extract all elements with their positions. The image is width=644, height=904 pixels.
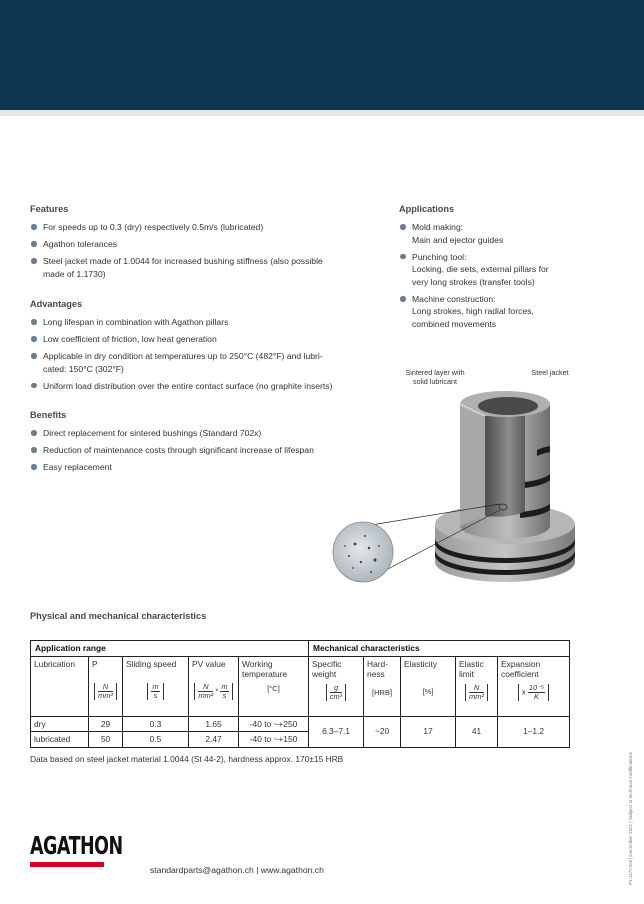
header-rule <box>0 110 644 116</box>
list-item: Reduction of maintenance costs through significant increase of lifespan <box>30 444 385 457</box>
unit-expansion: x $\frac{\text{10⁻⁵}}{K}$ <box>501 684 566 701</box>
properties-title: Physical and mechanical characteristics <box>30 611 207 621</box>
header-sliding-speed: Sliding speed $\frac{m}{s}$ <box>123 656 189 716</box>
cell-lubrication: dry <box>31 716 89 732</box>
cutaway-wall <box>460 404 485 526</box>
header-hardness: Hard- ness [HRB] <box>364 656 401 716</box>
cell-hardness: ~20 <box>364 716 401 747</box>
header-expansion-coefficient: Expansion coefficient x $\frac{\text{10⁻⁵}}{K}$ <box>498 656 570 716</box>
header-specific-weight: Specific weight $\frac{g}{\text{cm³}}$ <box>309 656 364 716</box>
cell-p: 29 <box>89 716 123 732</box>
document-reference: P1.1172-EN | December 2021 | Subject to technical modifications <box>628 752 633 885</box>
cell-expansion: 1–1.2 <box>498 716 570 747</box>
advantages-title: Advantages <box>30 299 83 309</box>
applications-title: Applications <box>399 204 455 214</box>
callout-steel-jacket: Steel jacket <box>531 368 569 377</box>
list-item: Uniform load distribution over the entire contact surface (no graphite inserts) <box>30 380 385 393</box>
bore-top <box>478 397 538 415</box>
applications-list <box>399 221 599 335</box>
bullet-icon <box>400 296 406 302</box>
contact-line: standardparts@agathon.ch | www.agathon.ch <box>150 865 324 875</box>
features-title: Features <box>30 204 69 214</box>
unit-n-mm2: $\frac{N}{\text{mm²}}$ <box>92 683 119 700</box>
bullet-icon <box>31 241 37 247</box>
unit-m-s: $\frac{m}{s}$ <box>126 683 185 700</box>
unit-celsius: [°C] <box>267 683 280 693</box>
list-item: Punching tool: Locking, die sets, external pillars for very long strokes (transfer tools) <box>399 251 599 289</box>
bullet-icon <box>31 383 37 389</box>
header-p: P $\frac{N}{\text{mm²}}$ <box>89 656 123 716</box>
header-lubrication: Lubrication <box>31 656 89 716</box>
material-note: Data based on steel jacket material 1.0044 (St 44-2), hardness approx. 170±15 HRB <box>30 754 344 764</box>
bore <box>485 414 525 517</box>
cell-elastic-limit: 41 <box>456 716 498 747</box>
list-item: Applicable in dry condition at temperatures up to 250°C (482°F) and lubri- cated: 150°C (302°F) <box>30 350 385 375</box>
logo-wordmark: AGATHON <box>30 833 123 861</box>
table-header-row <box>31 656 570 716</box>
bullet-icon <box>31 319 37 325</box>
callout-sintered-layer: Sintered layer with solid lubricant <box>405 368 465 386</box>
header-working-temperature: Working temperature [°C] <box>239 656 309 716</box>
cell-lubrication: lubricated <box>31 732 89 748</box>
list-item: Steel jacket made of 1.0044 for increased bushing stiffness (also possible made of 1.1730) <box>30 255 385 280</box>
bullet-icon <box>400 254 406 260</box>
characteristics-table <box>30 640 570 748</box>
cell-pv: 2.47 <box>189 732 239 748</box>
cell-speed: 0.5 <box>123 732 189 748</box>
header-band <box>0 0 644 110</box>
list-item: Mold making: Main and ejector guides <box>399 221 599 246</box>
list-item: Long lifespan in combination with Agathon pillars <box>30 316 385 329</box>
header-elastic-limit: Elastic limit $\frac{N}{\text{mm²}}$ <box>456 656 498 716</box>
bullet-icon <box>31 258 37 264</box>
table-group-row <box>31 641 570 657</box>
features-list <box>30 221 385 285</box>
cell-elasticity: 17 <box>401 716 456 747</box>
bullet-icon <box>31 336 37 342</box>
unit-n-mm2: $\frac{N}{\text{mm²}}$ <box>459 684 494 701</box>
cell-pv: 1.65 <box>189 716 239 732</box>
logo-red-bar <box>30 862 104 867</box>
bullet-icon <box>31 224 37 230</box>
list-item: Agathon tolerances <box>30 238 385 251</box>
list-item: Low coefficient of friction, low heat generation <box>30 333 385 346</box>
unit-g-cm3: $\frac{g}{\text{cm³}}$ <box>312 684 360 701</box>
cell-weight: 6.3–7.1 <box>309 716 364 747</box>
bullet-icon <box>31 447 37 453</box>
bullet-icon <box>31 353 37 359</box>
header-pv-value: PV value $\frac{N}{\text{mm²}}$ * $\frac{m}{s}$ <box>189 656 239 716</box>
agathon-logo <box>30 833 123 867</box>
bushing-illustration <box>325 376 580 586</box>
header-elasticity: Elasticity [%] <box>401 656 456 716</box>
list-item: Machine construction: Long strokes, high radial forces, combined movements <box>399 293 599 331</box>
table-row <box>31 716 570 732</box>
bullet-icon <box>31 464 37 470</box>
unit-pv: $\frac{N}{\text{mm²}}$ * $\frac{m}{s}$ <box>192 683 235 700</box>
unit-hrb: [HRB] <box>372 687 393 697</box>
cell-temp: -40 to ~+150 <box>239 732 309 748</box>
list-item: For speeds up to 0.3 (dry) respectively 0.5m/s (lubricated) <box>30 221 385 234</box>
bullet-icon <box>400 224 406 230</box>
bullet-icon <box>31 430 37 436</box>
lubricant-magnified <box>333 522 393 582</box>
list-item: Direct replacement for sintered bushings (Standard 702x) <box>30 427 385 440</box>
cell-temp: -40 to ~+250 <box>239 716 309 732</box>
unit-percent: [%] <box>422 687 434 696</box>
group-mechanical: Mechanical characteristics <box>309 641 570 657</box>
benefits-title: Benefits <box>30 410 67 420</box>
cell-p: 50 <box>89 732 123 748</box>
group-application-range: Application range <box>31 641 309 657</box>
cell-speed: 0.3 <box>123 716 189 732</box>
list-item: Easy replacement <box>30 461 385 474</box>
